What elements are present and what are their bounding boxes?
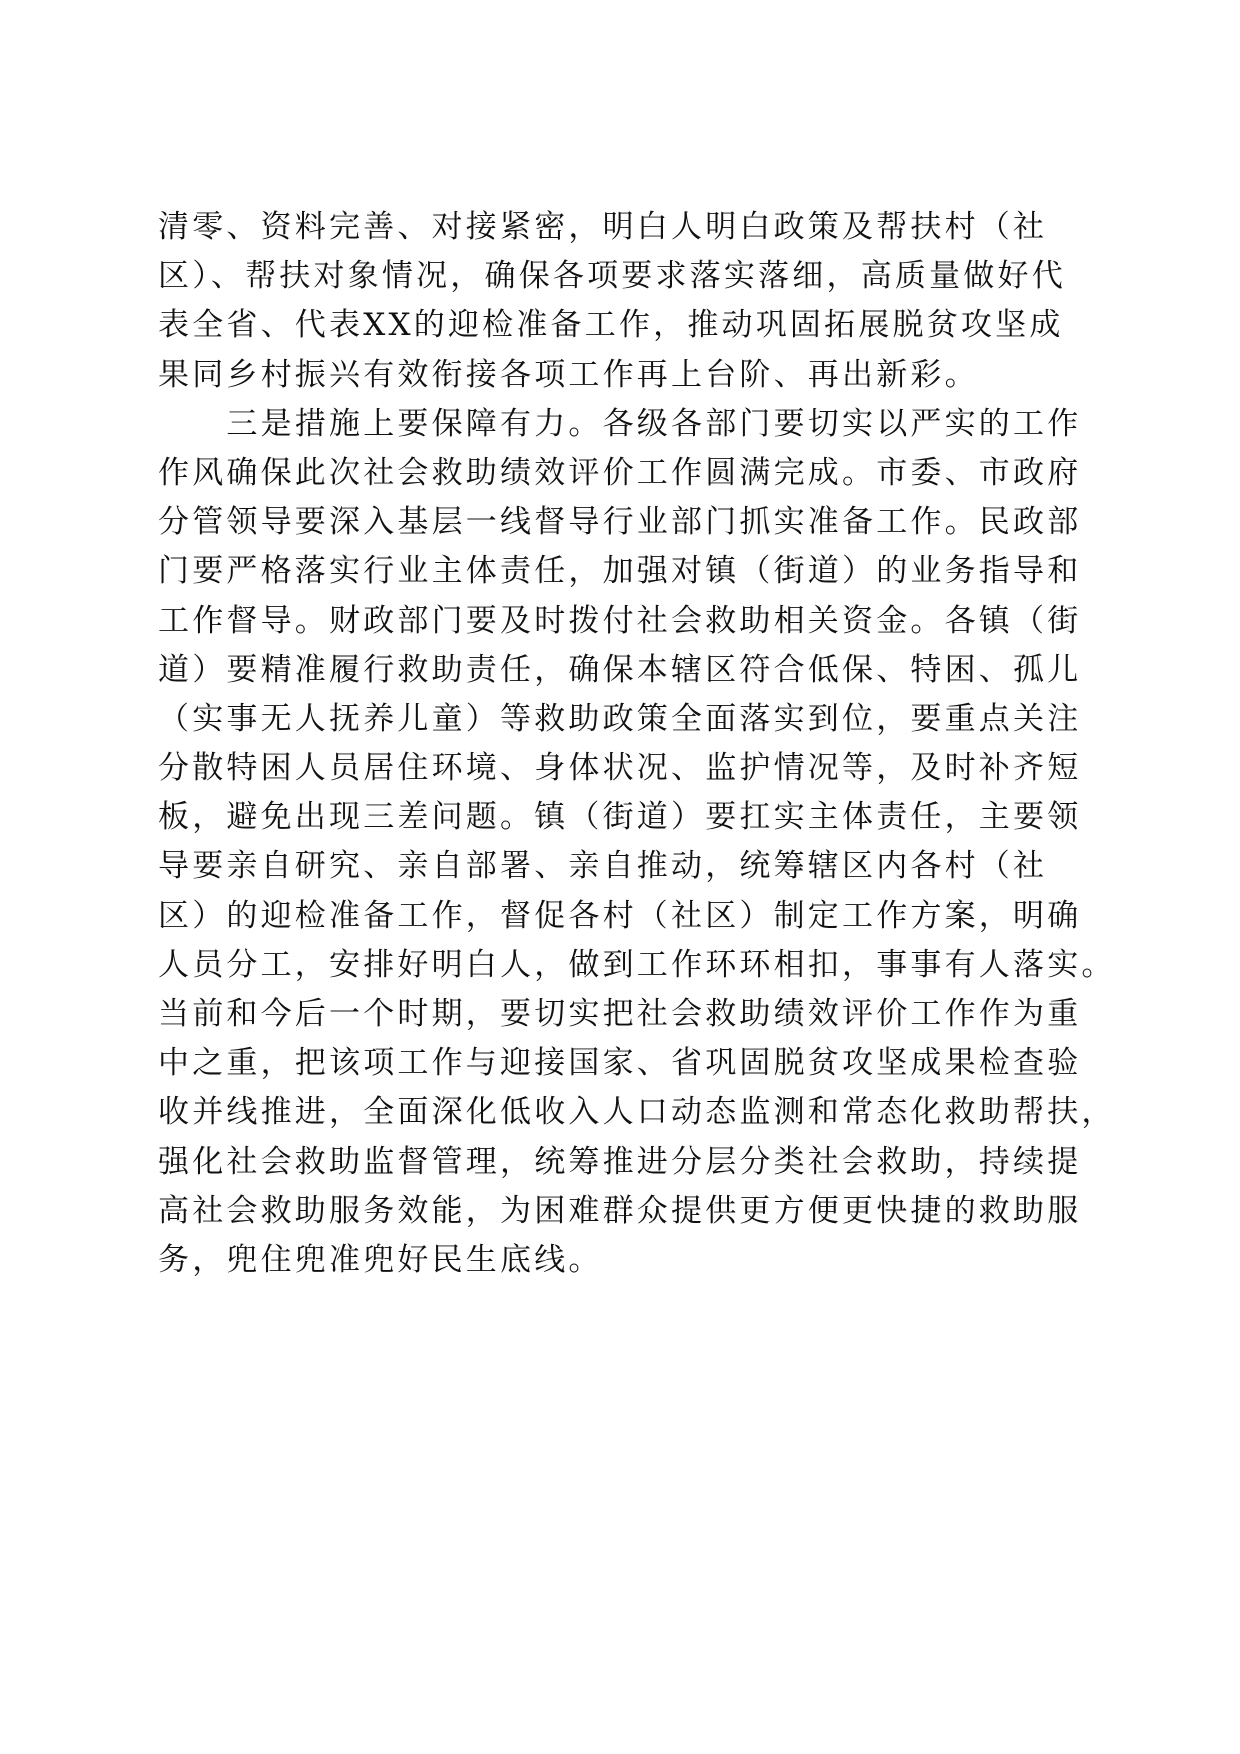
text-line: 区）、帮扶对象情况，确保各项要求落实落细，高质量做好代 [158,258,1066,295]
text-line: 当前和今后一个时期，要切实把社会救助绩效评价工作作为重 [158,996,1082,1032]
text-line: 工作督导。财政部门要及时拨付社会救助相关资金。各镇（街 [158,602,1082,639]
text-line: 强化社会救助监督管理，统筹推进分层分类社会救助，持续提 [158,1143,1082,1180]
paragraph-start-line: 三是措施上要保障有力。各级各部门要切实以严实的工作 [158,405,1082,442]
text-line: 人员分工，安排好明白人，做到工作环环相扣，事事有人落实。 [158,946,1116,983]
text-line: 导要亲自研究、亲自部署、亲自推动，统筹辖区内各村（社 [158,848,1048,885]
text-line: 中之重，把该项工作与迎接国家、省巩固脱贫攻坚成果检查验 [158,1045,1082,1082]
text-line: 高社会救助服务效能，为困难群众提供更方便更快捷的救助服 [158,1192,1082,1229]
text-line: 分管领导要深入基层一线督导行业部门抓实准备工作。民政部 [158,504,1082,541]
text-line: 门要严格落实行业主体责任，加强对镇（街道）的业务指导和 [158,553,1082,590]
text-line: 区）的迎检准备工作，督促各村（社区）制定工作方案，明确 [158,897,1082,934]
text-line: 务，兜住兜准兜好民生底线。 [158,1241,603,1278]
text-line: （实事无人抚养儿童）等救助政策全面落实到位，要重点关注 [158,700,1082,737]
text-line: 道）要精准履行救助责任，确保本辖区符合低保、特困、孤儿 [158,651,1082,688]
text-line: 收并线推进，全面深化低收入人口动态监测和常态化救助帮扶， [158,1094,1116,1131]
text-line: 清零、资料完善、对接紧密，明白人明白政策及帮扶村（社 [158,209,1048,245]
text-line: 分散特困人员居住环境、身体状况、监护情况等，及时补齐短 [158,750,1082,787]
text-line: 作风确保此次社会救助绩效评价工作圆满完成。市委、市政府 [158,454,1082,491]
text-line: 果同乡村振兴有效衔接各项工作再上台阶、再出新彩。 [158,356,979,393]
text-line: 板，避免出现三差问题。镇（街道）要扛实主体责任，主要领 [158,799,1082,836]
body-text [158,203,1116,1285]
text-line: 表全省、代表XX的迎检准备工作，推动巩固拓展脱贫攻坚成 [158,307,1064,344]
